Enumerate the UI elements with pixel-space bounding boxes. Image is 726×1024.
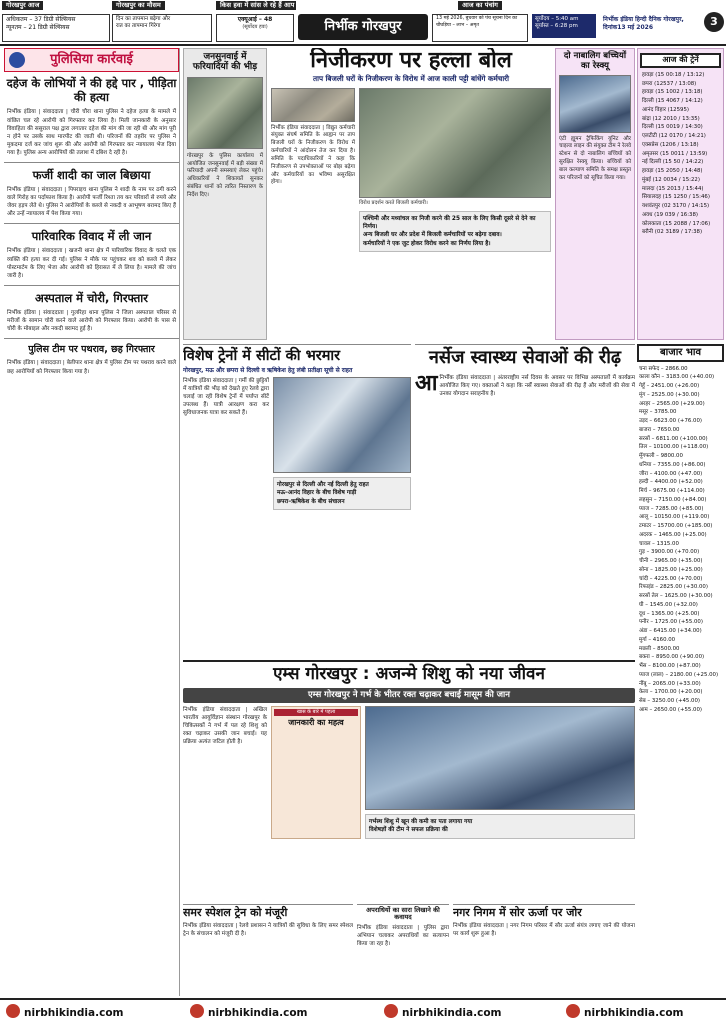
rate-item: प्याज (लाल) – 2180.00 (+25.00) <box>639 671 719 678</box>
middle-column <box>183 48 635 996</box>
rate-item: जीरा – 4100.00 (+47.00) <box>639 470 703 477</box>
bottom-story-2 <box>357 904 449 996</box>
page-number: 3 <box>704 12 724 32</box>
temperature-box <box>2 14 110 42</box>
aiims-sidebar-label: खास के बारे में पहला <box>274 709 358 716</box>
rate-item: केला – 1700.00 (+20.00) <box>639 689 703 696</box>
aiims-photo <box>365 706 635 810</box>
trains-photo-col <box>273 377 411 510</box>
rate-item: भैंस – 8100.00 (+87.00) <box>639 663 701 669</box>
rate-item: आलू – 10150.00 (+119.00) <box>639 514 710 521</box>
bottom2-headline: अपराधियों का सारा लिखाने की कवायद <box>366 906 440 922</box>
lead-subheadline: ताप बिजली घरों के निजीकरण के विरोध में आज काली पट्टी बांधेंगे कर्मचारी <box>312 74 509 84</box>
train-item: हावड़ा (15 00:18 / 13:12) <box>642 71 705 78</box>
rate-item: मुर्गा – 4160.00 <box>639 636 676 643</box>
rate-item: चना सफेद – 2866.00 <box>639 365 688 372</box>
rate-item: मसूर – 3785.00 <box>639 409 677 416</box>
rate-item: उड़द – 6623.00 (+76.00) <box>639 418 702 424</box>
rate-item: नींबू – 2065.00 (+33.00) <box>639 680 701 687</box>
rescue-body: एंटी ह्यूमन ट्रैफिकिंग यूनिट और चाइल्ड लाइन की संयुक्त टीम ने रेलवे स्टेशन से दो नाबालिग बच्चियों को सुरक्षित रेस्क्यू किया। बच्चियों को बाल कल्याण समिति के समक्ष प्रस्तुत कर परिजनों को सूचित किया गया। <box>559 135 631 181</box>
rate-item: गुड़ – 3900.00 (+70.00) <box>639 549 700 556</box>
train-item: छपरा (12537 / 13:08) <box>642 80 697 87</box>
trains-subheadline: गोरखपुर, मऊ और छपरा से दिल्ली व ऋषिकेश हेतु लंबी प्रतीक्षा सूची से राहत <box>183 366 353 374</box>
site-logo-icon <box>566 1004 580 1018</box>
market-title: बाजार भाव <box>637 344 724 362</box>
lead-text-col <box>271 88 355 253</box>
divider <box>4 162 179 163</box>
footer <box>0 998 726 1024</box>
bottom1-headline: समर स्पेशल ट्रेन को मंजूरी <box>183 906 288 919</box>
rate-item: मूँगफली – 9800.00 <box>639 453 683 459</box>
sunrise: सूर्योदय – 5:40 am <box>535 16 579 22</box>
train-item: सियालदह (15 1250 / 15:46) <box>642 194 710 201</box>
story1-headline: दहेज के लोभियों ने की हद्दे पार , पीड़िता की हत्या <box>6 75 177 105</box>
fariyadi-photo <box>187 77 263 149</box>
train-item: कोलकाता (15 2088 / 17:06) <box>642 220 711 227</box>
top-strip <box>0 0 726 46</box>
nursing-headline: नर्सेज स्वास्थ्य सेवाओं की रीढ़ <box>428 347 622 368</box>
panchang-box <box>432 14 528 42</box>
train-item: एक्सप्रेस (1206 / 13:18) <box>642 141 699 148</box>
section-banner-text: पुलिसिया कार्रवाई <box>50 52 133 67</box>
rate-item: मछली – 8500.00 <box>639 645 680 652</box>
rate-item: बाजरा – 7650.00 <box>639 426 680 433</box>
lead-bullet-1: पश्चिमी और मध्यांचल का निजी करने की 25 साल के लिए किसी दूसरे से देने का निर्णय। <box>363 215 536 230</box>
lead-body: निर्भीक इंडिया संवाददाता | विद्युत कर्मचारी संयुक्त संघर्ष समिति के आह्वान पर ताप बिजली घरों के निजीकरण के विरोध में कर्मचारियों ने आंदोलन तेज कर दिया है। समिति के पदाधिकारियों ने कहा कि निजीकरण से उपभोक्ताओं पर बोझ बढ़ेगा और कर्मचारियों का भविष्य असुरक्षित होगा। <box>271 124 355 186</box>
story2-body: निर्भीक इंडिया | संवाददाता | पिपराइच थाना पुलिस ने शादी के नाम पर ठगी करने वाले गिरोह का पर्दाफाश किया है। आरोपी फर्जी रिश्ता तय कर परिवारों से रुपये और जेवर हड़प लेते थे। पुलिस ने आरोपियों के कब्जे से नकदी व आभूषण बरामद किए हैं और उन्हें न्यायालय में पेश किया गया। <box>7 187 176 218</box>
rate-item: चीनी – 2965.00 (+35.00) <box>639 558 703 564</box>
lead-bullet-3: कर्मचारियों ने एक जुट होकर विरोध करने का निर्णय लिया है। <box>363 240 491 247</box>
story1-body: निर्भीक इंडिया | संवाददाता | चौरी चौरा थाना पुलिस ने दहेज हत्या के मामले में वांछित चल रहे आरोपी को गिरफ्तार कर लिया है। मिली जानकारी के अनुसार विवाहिता की ससुराल पक्ष द्वारा लगातार दहेज की मांग की जा रही थी और मांग पूरी न होने पर उसके साथ मारपीट की जाती थी। परिजनों की तहरीर पर पुलिस ने मुकदमा दर्ज कर जांच शुरू की और आरोपी को गिरफ्तार कर न्यायालय भेज दिया गया है। पुलिस अन्य आरोपियों की तलाश में दबिश दे रही है। <box>7 109 176 156</box>
trains-bullet-1: गोरखपुर से दिल्ली और नई दिल्ली हेतु राहत <box>277 481 369 488</box>
panchang-text: 13 मई 2026, बुधवार को पंच सूचना दिन का चौघड़िया – लाभ – अमृत <box>436 16 518 28</box>
trains-body: निर्भीक इंडिया संवाददाता | गर्मी की छुट्टियों में यात्रियों की भीड़ को देखते हुए रेलवे द्वारा चलाई जा रही विशेष ट्रेनों में पर्याप्त सीटें उपलब्ध हैं। यात्री आरक्षण करा कर सुविधाजनक यात्रा कर सकते हैं। <box>183 377 269 417</box>
rescue-headline: दो नाबालिग बच्चियों का रेस्क्यू <box>563 51 627 71</box>
trains-story <box>183 344 411 656</box>
weather-line-1: दिन का तापमान बढ़ेगा और <box>116 16 171 22</box>
rate-item: सोना – 1825.00 (+25.00) <box>639 566 703 573</box>
rate-item: अंडा – 6415.00 (+34.00) <box>639 628 702 634</box>
rate-item: टमाटर – 15700.00 (+185.00) <box>639 523 713 529</box>
footer-site-4: nirbhikindia.com <box>584 1007 684 1019</box>
story5-body: निर्भीक इंडिया | संवाददाता | बेलीपार थाना क्षेत्र में पुलिस टीम पर पथराव करने वाले छह आरोपियों को गिरफ्तार किया गया है। <box>7 360 176 375</box>
bottom1-body: निर्भीक इंडिया संवाददाता | रेलवे प्रशासन ने यात्रियों की सुविधा के लिए समर स्पेशल ट्रेन के संचालन को मंजूरी दी है। <box>183 922 353 937</box>
weather-label-box <box>112 1 212 13</box>
trains-panel-title: आज की ट्रेनें <box>640 53 721 68</box>
lead-bullets <box>359 211 551 253</box>
lead-photo-col <box>359 88 551 253</box>
train-item: मालदा (15 2013 / 15:44) <box>642 185 704 192</box>
bottom2-body: निर्भीक इंडिया संवाददाता | पुलिस द्वारा अभियान चलाकर अपराधियों का सत्यापन किया जा रहा है। <box>357 924 449 948</box>
trains-headline: विशेष ट्रेनों में सीटों की भरमार <box>183 348 341 364</box>
nursing-story <box>415 344 635 656</box>
rate-item: मिर्च – 9675.00 (+114.00) <box>639 488 705 494</box>
trains-bullets <box>273 477 411 510</box>
masthead-logo: निर्भीक गोरखपुर <box>298 14 428 40</box>
train-item: दिल्ली (15 4067 / 14:12) <box>642 98 703 105</box>
aiims-text-col <box>183 706 267 839</box>
rate-item: दूध – 1365.00 (+25.00) <box>639 610 700 617</box>
bottom-story-1 <box>183 904 353 996</box>
aqi-label: किस हवा में सांस ले रहे हैं आप <box>216 1 296 10</box>
right-column <box>637 48 724 996</box>
edition-line: निर्भीक इंडिया हिन्दी दैनिक गोरखपुर, दिनांक13 मई 2026 <box>603 16 684 32</box>
rate-item: सेब – 3250.00 (+45.00) <box>639 698 701 704</box>
lead-story <box>271 48 551 340</box>
story4-headline: अस्पताल में चोरी, गिरफ्तार <box>35 290 148 305</box>
rate-item: रिफाइंड – 2825.00 (+30.00) <box>639 584 708 591</box>
aiims-bullet-2: विशेषज्ञों की टीम ने सफल प्रक्रिया की <box>369 827 448 834</box>
aiims-bullets <box>365 814 635 839</box>
aqi-sub: (सूर्योदय हवा) <box>242 24 268 31</box>
rate-item: सरसों – 6811.00 (+100.00) <box>639 435 708 442</box>
weather-line-2: रात का तापमान गिरेगा <box>116 23 161 30</box>
rate-list <box>637 364 724 716</box>
fariyadi-headline: जनसुनवाई में फरियादियों की भीड़ <box>192 52 258 73</box>
left-column <box>4 48 180 996</box>
train-item: बांद्रा (12 2010 / 13:35) <box>642 115 700 122</box>
bottom3-headline: नगर निगम में सोर ऊर्जा पर जोर <box>453 906 582 919</box>
lead-headline: निजीकरण पर हल्ला बोल <box>310 48 512 73</box>
train-item: नई दिल्ली (15 50 / 14:22) <box>642 159 704 166</box>
train-item: हावड़ा (15 2050 / 14:48) <box>642 168 703 175</box>
rate-item: घी – 1545.00 (+32.00) <box>639 601 698 608</box>
aiims-subheadline: एम्स गोरखपुर ने गर्भ के भीतर रक्त चढ़ाकर बचाई मासूम की जान <box>183 688 635 703</box>
panchang-label: आज का पंचांग <box>458 1 502 10</box>
train-item: यशवंतपुर (02 3170 / 14:15) <box>642 203 710 210</box>
story5-headline: पुलिस टीम पर पथराव, छह गिरफ्तार <box>28 344 155 356</box>
rate-item: हल्दी – 4400.00 (+52.00) <box>639 479 703 486</box>
train-item: दिल्ली (15 0019 / 14:30) <box>642 124 703 131</box>
fariyadi-body: गोरखपुर के पुलिस कार्यालय में आयोजित जनसुनवाई में बड़ी संख्या में फरियादी अपनी समस्याएं लेकर पहुंचे। अधिकारियों ने शिकायतें सुनकर संबंधित थानों को त्वरित निस्तारण के निर्देश दिए। <box>187 152 263 198</box>
story4-body: निर्भीक इंडिया | संवाददाता | गुलरिहा थाना पुलिस ने जिला अस्पताल परिसर से मरीजों के सामान चोरी करने वाले आरोपी को गिरफ्तार किया। आरोपी के पास से चोरी के मोबाइल और नकदी बरामद हुई है। <box>7 309 176 332</box>
rate-item: मूंग – 2525.00 (+30.00) <box>639 391 700 398</box>
weather-box <box>112 14 212 42</box>
train-item: अवध (19 039 / 16:38) <box>642 211 698 218</box>
temp-max: अधिकतम – 37 डिग्री सेल्सियस <box>6 16 76 23</box>
footer-site-3: nirbhikindia.com <box>402 1007 502 1019</box>
rescue-box <box>555 48 635 340</box>
police-badge-icon <box>9 52 25 68</box>
rescue-photo <box>559 75 631 133</box>
rate-item: पनीर – 1725.00 (+55.00) <box>639 619 703 626</box>
aiims-headline: एम्स गोरखपुर : अजन्मे शिशु को नया जीवन <box>273 664 545 684</box>
rate-item: चावल – 1315.00 <box>639 540 679 547</box>
train-list <box>640 70 721 238</box>
lead-bullet-2: अन्य बिजली घर और प्रदेश में बिजली कर्मचारियों पर बढ़ेगा दबाव। <box>363 232 502 239</box>
train-item: एलटीटी (12 0170 / 14:21) <box>642 133 706 140</box>
site-logo-icon <box>6 1004 20 1018</box>
rate-item: धनिया – 7355.00 (+86.00) <box>639 461 706 468</box>
aqi-value: एक्यूआई – 48 <box>237 16 273 23</box>
nursing-body: निर्भीक इंडिया संवाददाता | अंतरराष्ट्रीय नर्स दिवस के अवसर पर विभिन्न अस्पतालों में कार्यक्रम आयोजित किए गए। वक्ताओं ने कहा कि नर्सें स्वास्थ्य सेवाओं की रीढ़ हैं और मरीजों की सेवा में उनका योगदान सराहनीय है। <box>439 374 635 397</box>
aqi-label-box <box>216 1 296 13</box>
aqi-box <box>216 14 294 42</box>
divider <box>4 285 179 286</box>
aiims-story <box>183 660 635 900</box>
rate-item: आम – 2650.00 (+55.00) <box>639 706 703 713</box>
rate-item: अरहर – 2565.00 (+29.00) <box>639 400 705 407</box>
rate-item: प्याज – 7285.00 (+85.00) <box>639 505 704 512</box>
site-logo-icon <box>384 1004 398 1018</box>
nursing-text <box>415 370 635 398</box>
rate-item: तिल – 10100.00 (+118.00) <box>639 444 709 451</box>
gorakhpur-today-label: गोरखपुर आज <box>2 1 43 10</box>
rate-item: सरसों तेल – 1625.00 (+30.00) <box>639 593 713 599</box>
rate-item: काला कौन – 3183.00 (+40.00) <box>639 374 715 381</box>
section-banner <box>4 48 179 72</box>
lead-photo-caption: विरोध प्रदर्शन करते बिजली कर्मचारी। <box>359 199 428 206</box>
story3-headline: पारिवारिक विवाद में ली जान <box>31 229 152 244</box>
trains-photo <box>273 377 411 473</box>
footer-site-1: nirbhikindia.com <box>24 1007 124 1019</box>
rate-item: बकरा – 8950.00 (+90.00) <box>639 654 705 661</box>
train-item: मुंबई (12 0034 / 15:22) <box>642 176 700 183</box>
aiims-body: निर्भीक इंडिया संवाददाता | अखिल भारतीय आयुर्विज्ञान संस्थान गोरखपुर के चिकित्सकों ने गर्भ में पल रहे शिशु को रक्त चढ़ाकर उसकी जान बचाई। यह प्रक्रिया अत्यंत जटिल होती है। <box>183 707 267 746</box>
aiims-sidebar-title: जानकारी का महत्व <box>288 717 344 727</box>
story2-headline: फर्जी शादी का जाल बिछाया <box>32 168 151 183</box>
aiims-sidebar <box>271 706 361 839</box>
bottom3-body: निर्भीक इंडिया संवाददाता | नगर निगम परिसर में सौर ऊर्जा संयंत्र लगाए जाने की योजना पर कार्य शुरू हुआ है। <box>453 922 635 937</box>
sunset: सूर्यास्त – 6:28 pm <box>535 23 578 30</box>
trains-panel <box>637 48 724 340</box>
temp-min: न्यूनतम – 21 डिग्री सेल्सियस <box>6 24 70 32</box>
aiims-photo-col <box>365 706 635 839</box>
story3-body: निर्भीक इंडिया | संवाददाता | खजनी थाना क्षेत्र में पारिवारिक विवाद के चलते एक व्यक्ति की हत्या कर दी गई। पुलिस ने मौके पर पहुंचकर शव को कब्जे में लेकर पोस्टमार्टम के लिए भेजा और आरोपी को हिरासत में ले लिया है। मामले की जांच जारी है। <box>7 248 176 279</box>
rate-item: अदरक – 1465.00 (+25.00) <box>639 531 707 538</box>
fariyadi-box <box>183 48 267 340</box>
bottom-story-3 <box>453 904 635 996</box>
train-item: बरौनी (02 3189 / 17:38) <box>642 229 703 236</box>
trains-bullet-2: मऊ–आनंद विहार के बीच विशेष गाड़ी <box>277 490 357 497</box>
gorakhpur-today-label-box <box>2 1 110 13</box>
rate-item: चांदी – 4225.00 (+70.00) <box>639 575 703 582</box>
trains-text-col <box>183 377 269 510</box>
site-logo-icon <box>190 1004 204 1018</box>
rate-item: गेहूँ – 2451.00 (+26.00) <box>639 383 700 389</box>
train-item: हावड़ा (15 1002 / 13:18) <box>642 89 703 96</box>
weather-label: गोरखपुर का मौसम <box>112 1 165 10</box>
divider <box>4 338 179 339</box>
sun-box <box>532 14 596 38</box>
trains-bullet-3: छपरा–ऋषिकेश के बीच संचालन <box>277 498 345 505</box>
train-item: आनंद विहार (12595) <box>642 106 690 113</box>
rate-item: लहसुन – 7150.00 (+84.00) <box>639 496 707 503</box>
footer-site-2: nirbhikindia.com <box>208 1007 308 1019</box>
dropcap: आ <box>415 370 438 396</box>
divider <box>4 223 179 224</box>
aiims-bullet-1: गर्भस्थ शिशु में खून की कमी का पता लगाया गया <box>369 819 473 826</box>
panchang-label-box <box>432 1 528 13</box>
train-item: अमृतसर (15 0011 / 13:59) <box>642 150 708 157</box>
lead-photo <box>359 88 551 198</box>
lead-small-photo <box>271 88 355 122</box>
